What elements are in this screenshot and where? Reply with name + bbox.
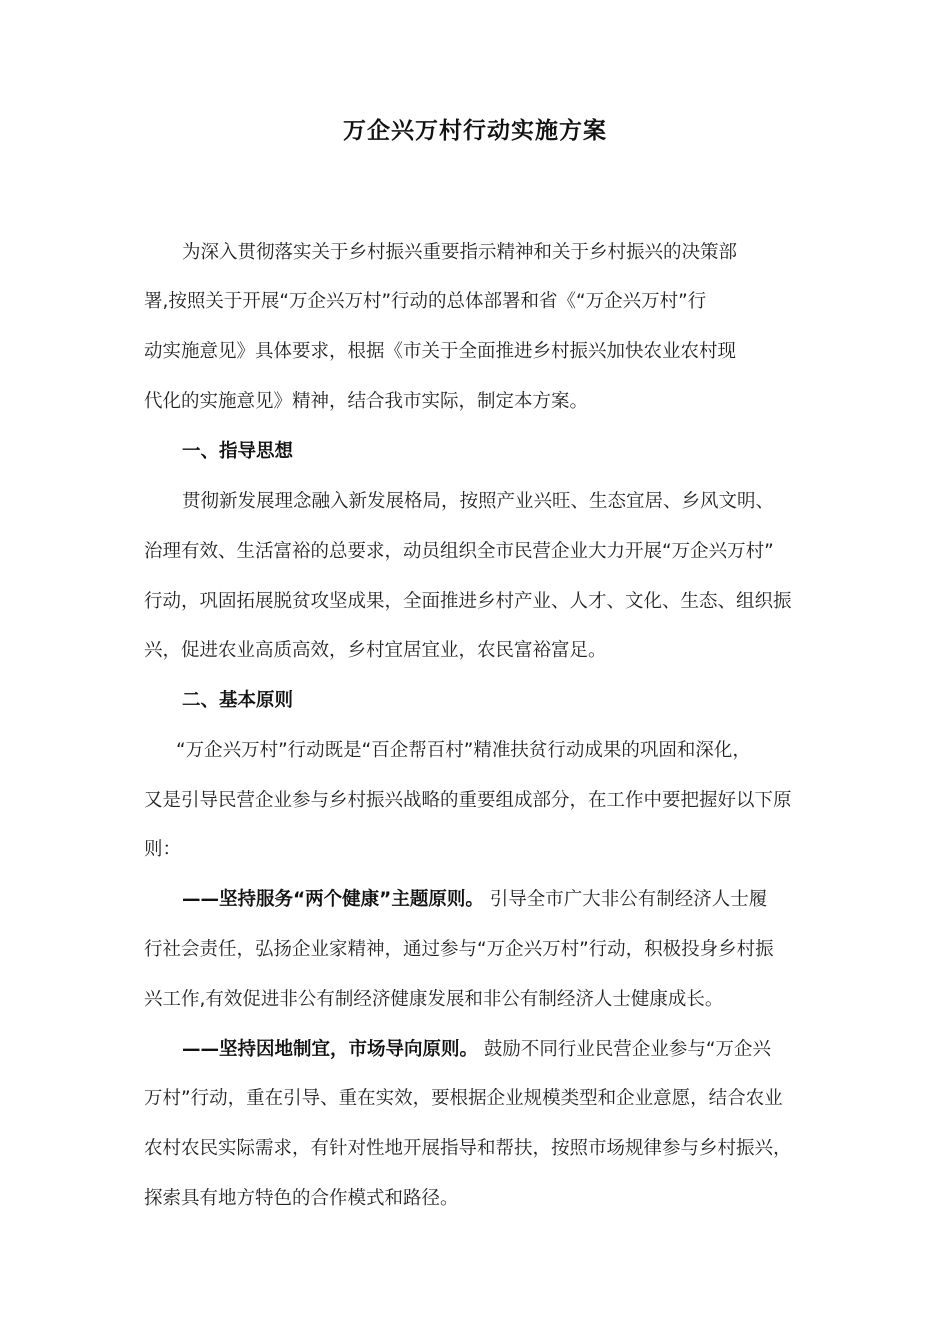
intro-line-1: 为深入贯彻落实关于乡村振兴重要指示精神和关于乡村振兴的决策部	[182, 242, 738, 263]
principle1-text-start: 引导全市广大非公有制经济人士履	[489, 889, 768, 910]
section-heading-guiding-ideology: 一、指导思想	[182, 441, 294, 462]
principle2-line-3: 农村农民实际需求，有针对性地开展指导和帮扶，按照市场规律参与乡村振兴，	[144, 1138, 792, 1159]
section1-line-1: 贯彻新发展理念融入新发展格局，按照产业兴旺、生态宜居、乡风文明、	[182, 491, 775, 512]
principle2-title: ——坚持因地制宜，市场导向原则。	[182, 1039, 479, 1060]
principle2-line-4: 探索具有地方特色的合作模式和路径。	[144, 1188, 459, 1209]
section1-line-4: 兴，促进农业高质高效，乡村宜居宜业，农民富裕富足。	[144, 640, 607, 661]
principle1-line-2: 行社会责任，弘扬企业家精神，通过参与“万企兴万村”行动，积极投身乡村振	[144, 939, 774, 960]
section1-line-3: 行动，巩固拓展脱贫攻坚成果，全面推进乡村产业、人才、文化、生态、组织振	[144, 591, 792, 612]
section1-line-2: 治理有效、生活富裕的总要求，动员组织全市民营企业大力开展“万企兴万村”	[144, 541, 774, 562]
section2-line-3: 则：	[144, 839, 182, 860]
principle2-line-2: 万村”行动，重在引导、重在实效，要根据企业规模类型和企业意愿，结合农业	[144, 1088, 783, 1109]
principle2-first-line	[182, 1035, 771, 1065]
principle1-title: ——坚持服务“两个健康”主题原则。	[182, 889, 484, 910]
principle1-line-3: 兴工作,有效促进非公有制经济健康发展和非公有制经济人士健康成长。	[144, 989, 724, 1010]
section-heading-basic-principles: 二、基本原则	[182, 690, 294, 711]
principle2-text-start: 鼓励不同行业民营企业参与“万企兴	[483, 1039, 771, 1060]
document-title: 万企兴万村行动实施方案	[343, 118, 607, 144]
intro-line-4: 代化的实施意见》精神，结合我市实际，制定本方案。	[144, 391, 589, 412]
principle1-first-line	[182, 885, 767, 915]
section2-line-1: “万企兴万村”行动既是“百企帮百村”精准扶贫行动成果的巩固和深化，	[176, 740, 751, 761]
intro-line-3: 动实施意见》具体要求，根据《市关于全面推进乡村振兴加快农业农村现	[144, 341, 737, 362]
intro-line-2: 署,按照关于开展“万企兴万村”行动的总体部署和省《“万企兴万村”行	[144, 291, 707, 312]
section2-line-2: 又是引导民营企业参与乡村振兴战略的重要组成部分，在工作中要把握好以下原	[144, 790, 792, 811]
